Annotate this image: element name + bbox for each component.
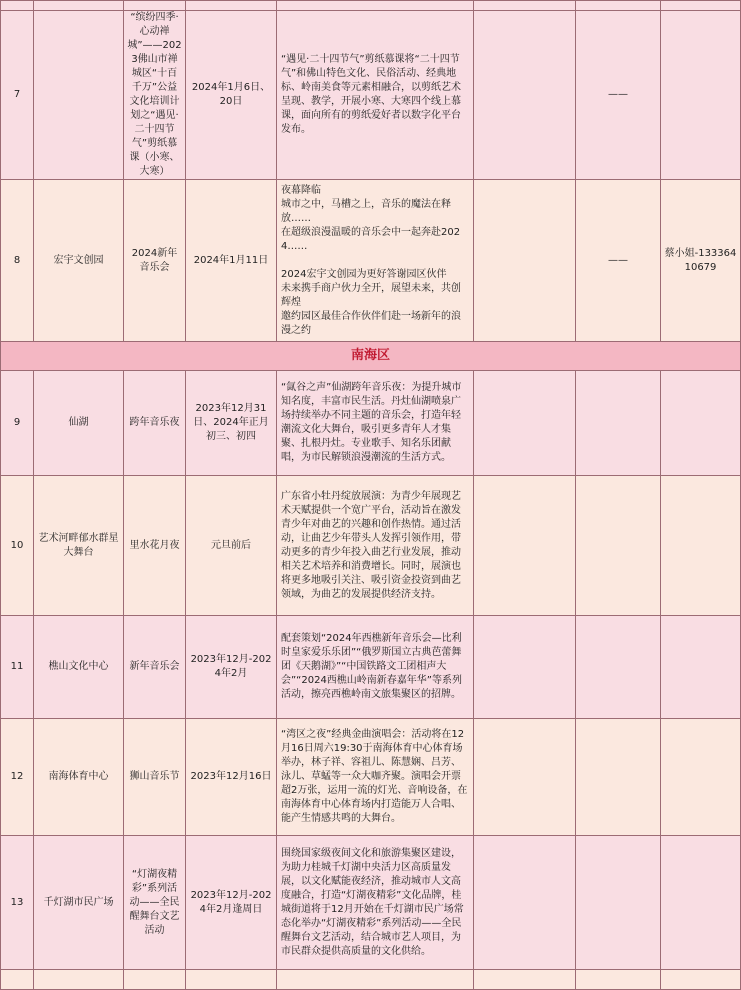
discount-cell [474,371,576,476]
row-number: 8 [1,180,34,342]
description-line: 邀约园区最佳合作伙伴们赴一场新年的浪漫之约 [281,310,461,336]
description-cell: 围绕国家级夜间文化和旅游集聚区建设，为助力桂城千灯湖中央活力区高质量发展，以文化赋能夜经济，推动城市人文高度融合，打造“灯湖夜精彩”文化品牌，桂城街道将于12月开始在千灯湖市民广场常态化举办“灯湖夜精彩”系列活动——全民醒舞台文艺活动，结合城市艺人项目，为市民群众提供高质量的文化供给。 [277,836,474,970]
date-cell: 2023年12月31日、2024年正月初三、初四 [186,371,277,476]
description-cell: “湾区之夜”经典金曲演唱会：活动将在12月16日周六19:30于南海体育中心体育场举办，林子祥、容祖儿、陈慧娴、吕芳、泳儿、草蜢等一众大咖齐聚。演唱会开票超2万张，运用一流的灯光、音响设备，在南海体育中心体育场内打造能万人合唱、能产生情感共鸣的大舞台。 [277,719,474,836]
extra-cell [661,11,741,180]
discount-cell [474,476,576,616]
event-cell: 里水花月夜 [124,476,186,616]
table-row [1,616,741,719]
description-line [281,254,469,268]
description-cell: 广东省小牡丹绽放展演：为青少年展现艺术天赋提供一个宽广平台，活动旨在激发青少年对曲艺的兴趣和创作热情。通过活动，让曲艺少年带头人发挥引领作用，带动更多的青少年投入曲艺行业发展，推动相关艺术培养和消费增长。同时，展演也将更多地吸引关注、吸引资金投资到曲艺领域，为曲艺的发展提供经济支持。 [277,476,474,616]
contact-cell [576,616,661,719]
row-number: 12 [1,719,34,836]
discount-cell [474,180,576,342]
description-line: 2024宏宇文创园为更好答谢园区伙伴 [281,268,447,280]
table-row-partial [1,970,741,990]
table-row [1,836,741,970]
row-number: 10 [1,476,34,616]
row-number: 11 [1,616,34,719]
venue-cell: 南海体育中心 [34,719,124,836]
table-row [1,11,741,180]
extra-cell [661,719,741,836]
extra-cell [661,836,741,970]
venue-cell: 樵山文化中心 [34,616,124,719]
table-row-partial [1,1,741,11]
description-cell: 配套策划“2024年西樵新年音乐会—比利时皇家爱乐乐团”“俄罗斯国立古典芭蕾舞团《天鹅湖》”“中国铁路文工团相声大会”“2024西樵山岭南新春嘉年华”等系列活动，擦亮西樵岭南文旅集聚区的招牌。 [277,616,474,719]
section-title: 南海区 [1,342,741,371]
event-cell: “缤纷四季·心动禅城”——2023佛山市禅城区“十百千万”公益文化培训计划之“遇见·二十四节气”剪纸慕课（小寒、大寒） [124,11,186,180]
table-row [1,476,741,616]
venue-cell [34,11,124,180]
extra-cell [661,371,741,476]
table-row [1,371,741,476]
event-cell: 跨年音乐夜 [124,371,186,476]
date-cell: 2024年1月6日、20日 [186,11,277,180]
date-cell: 2023年12月-2024年2月逢周日 [186,836,277,970]
date-cell: 2023年12月16日 [186,719,277,836]
contact-cell [576,719,661,836]
discount-cell [474,11,576,180]
contact-cell [576,476,661,616]
description-line: 未来携手商户伙力全开，展望未来，共创辉煌 [281,282,461,308]
contact-cell [576,371,661,476]
description-cell [277,180,474,342]
venue-cell: 千灯湖市民广场 [34,836,124,970]
event-cell: 2024新年音乐会 [124,180,186,342]
extra-cell: 蔡小姐-13336410679 [661,180,741,342]
date-cell: 元旦前后 [186,476,277,616]
extra-cell [661,476,741,616]
description-line: 城市之中，马槽之上，音乐的魔法在释放…… [281,198,451,224]
description-line: 在超级浪漫温暖的音乐会中一起奔赴2024…… [281,226,461,252]
description-cell: “氤谷之声”仙湖跨年音乐夜：为提升城市知名度，丰富市民生活。丹灶仙湖喷泉广场持续举办不同主题的音乐会，打造年轻潮流文化大舞台，吸引更多青年人才集聚、扎根丹灶。专业歌手、知名乐团献唱，为市民解锁浪漫潮流的生活方式。 [277,371,474,476]
venue-cell: 宏宇文创园 [34,180,124,342]
contact-cell: —— [576,11,661,180]
date-cell: 2023年12月-2024年2月 [186,616,277,719]
row-number: 9 [1,371,34,476]
row-number: 7 [1,11,34,180]
event-cell: “灯湖夜精彩”系列活动——全民醒舞台文艺活动 [124,836,186,970]
extra-cell [661,616,741,719]
section-header-row [1,342,741,371]
discount-cell [474,719,576,836]
row-number: 13 [1,836,34,970]
venue-cell: 仙湖 [34,371,124,476]
description-line: 夜幕降临 [281,184,321,196]
venue-cell: 艺术河畔郁水群星大舞台 [34,476,124,616]
contact-cell: —— [576,180,661,342]
discount-cell [474,616,576,719]
table-row [1,719,741,836]
description-cell: “遇见·二十四节气”剪纸慕课将“二十四节气”和佛山特色文化、民俗活动、经典地标、岭南美食等元素相融合，以剪纸艺术呈现、教学，开展小寒、大寒四个线上慕课，面向所有的剪纸爱好者以数字化平台发布。 [277,11,474,180]
contact-cell [576,836,661,970]
table-row [1,180,741,342]
date-cell: 2024年1月11日 [186,180,277,342]
discount-cell [474,836,576,970]
event-cell: 狮山音乐节 [124,719,186,836]
event-cell: 新年音乐会 [124,616,186,719]
